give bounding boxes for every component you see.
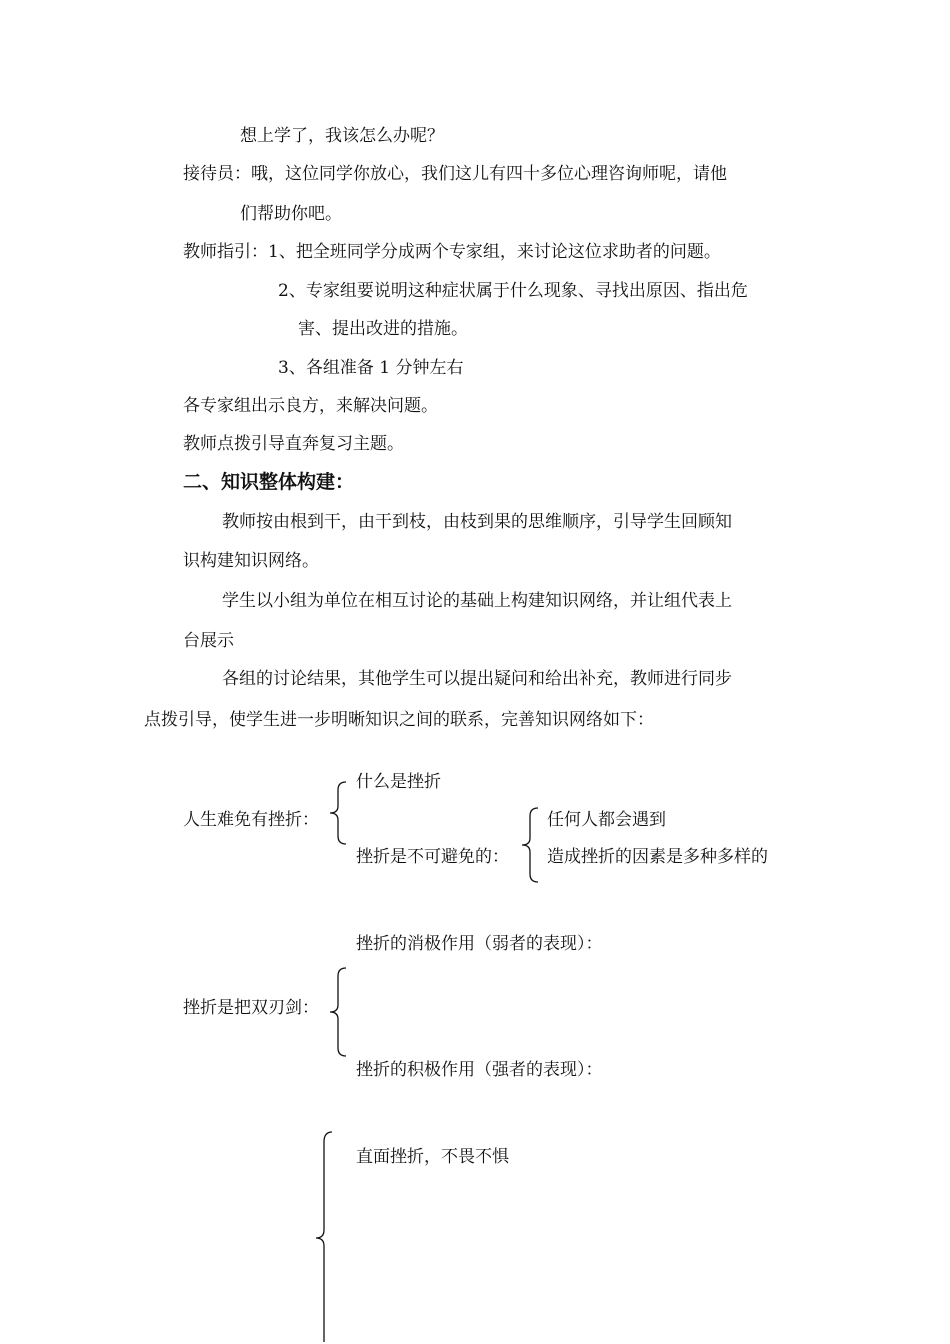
paragraph-line: 3、各组准备 1 分钟左右 [278,358,464,378]
brace-icon [518,806,542,884]
brace-icon [326,966,350,1058]
paragraph-line: 各组的讨论结果，其他学生可以提出疑问和给出补充，教师进行同步 [222,669,732,689]
network-root: 人生难免有挫折： [183,810,319,830]
paragraph-line: 害、提出改进的措施。 [298,319,468,339]
paragraph-line: 接待员：哦，这位同学你放心，我们这儿有四十多位心理咨询师呢，请他 [183,164,727,184]
network-leaf: 造成挫折的因素是多种多样的 [547,847,768,867]
paragraph-line: 点拨引导，使学生进一步明晰知识之间的联系，完善知识网络如下： [144,710,654,730]
network-root: 挫折是把双刃剑： [183,998,319,1018]
network-leaf: 任何人都会遇到 [547,810,666,830]
paragraph-line: 识构建知识网络。 [183,551,319,571]
network-branch: 挫折的消极作用（弱者的表现）： [356,934,603,954]
paragraph-line: 教师点拨引导直奔复习主题。 [183,434,404,454]
section-heading: 二、知识整体构建： [183,471,355,493]
network-branch: 挫折是不可避免的： [356,847,509,867]
paragraph-line: 教师指引：1、把全班同学分成两个专家组，来讨论这位求助者的问题。 [183,242,721,262]
network-branch: 什么是挫折 [356,772,441,792]
paragraph-line: 们帮助你吧。 [240,204,342,224]
paragraph-line: 教师按由根到干，由干到枝，由枝到果的思维顺序，引导学生回顾知 [222,512,732,532]
paragraph-line: 学生以小组为单位在相互讨论的基础上构建知识网络，并让组代表上 [222,591,732,611]
paragraph-line: 想上学了，我该怎么办呢？ [240,126,444,146]
brace-icon [312,1130,336,1344]
network-item: 直面挫折，不畏不惧 [356,1147,509,1167]
paragraph-line: 2、专家组要说明这种症状属于什么现象、寻找出原因、指出危 [278,281,748,301]
brace-icon [326,780,350,846]
paragraph-line: 各专家组出示良方，来解决问题。 [183,396,438,416]
network-branch: 挫折的积极作用（强者的表现）： [356,1060,603,1080]
paragraph-line: 台展示 [183,631,234,651]
